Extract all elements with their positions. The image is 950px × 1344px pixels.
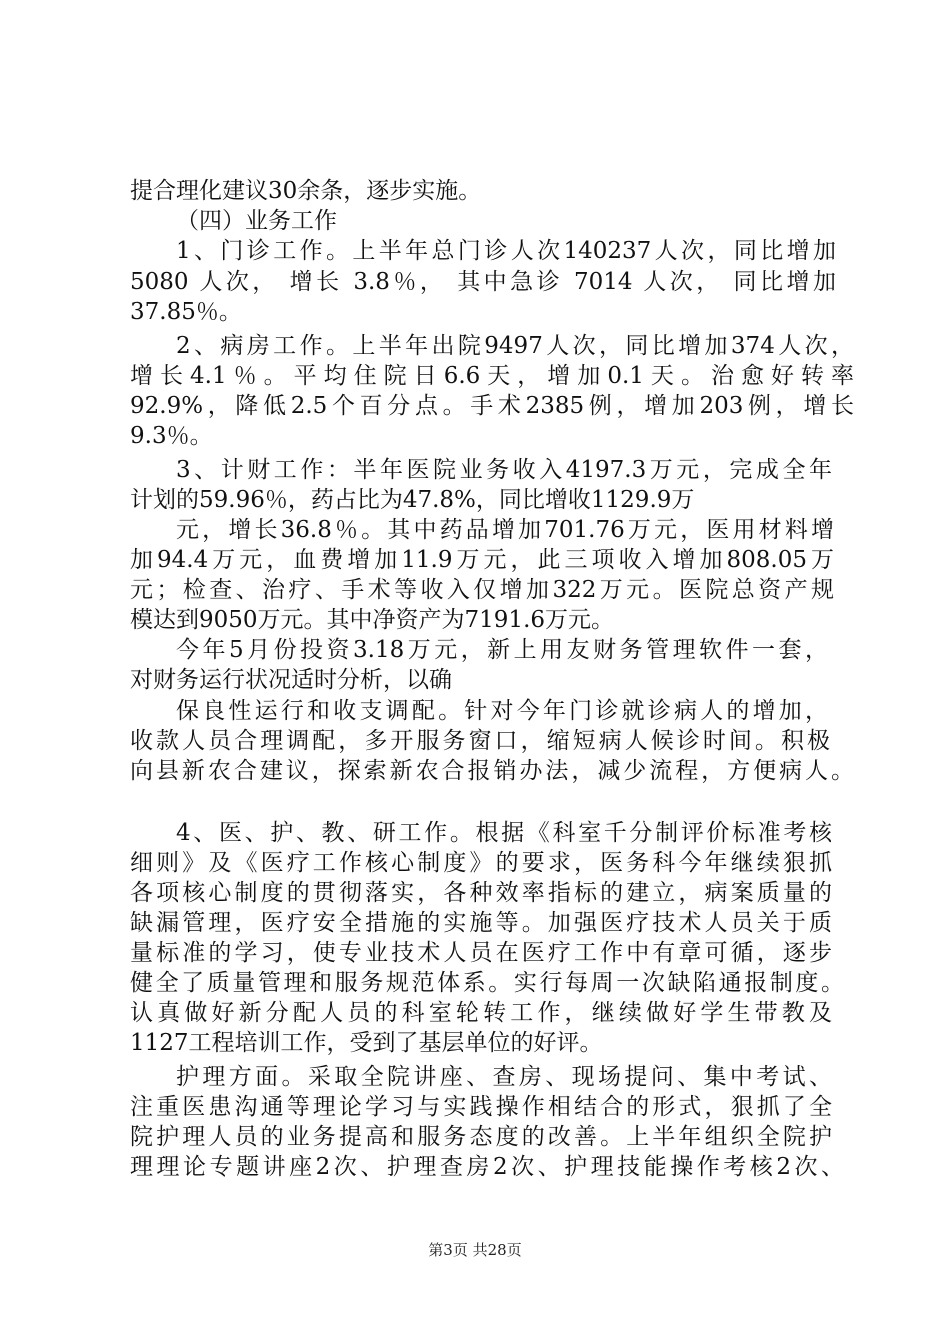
text-line: 元，增长36.8％。其中药品增加701.76万元，医用材料增	[176, 517, 834, 543]
text-line: 加94.4万元，血费增加11.9万元，此三项收入增加808.05万	[130, 547, 834, 573]
text-line: 4、医、护、教、研工作。根据《科室千分制评价标准考核	[176, 820, 832, 846]
text-line: 注重医患沟通等理论学习与实践操作相结合的形式，狠抓了全	[130, 1094, 832, 1120]
text-line: 计划的59.96％，药占比为47.8%，同比增收1129.9万	[130, 487, 695, 513]
text-line: 增长4.1％。平均住院日6.6天，增加0.1天。治愈好转率	[130, 363, 854, 389]
text-line: 元；检查、治疗、手术等收入仅增加322万元。医院总资产规	[130, 577, 834, 603]
section-heading: （四）业务工作	[176, 208, 337, 234]
text-line: 护理方面。采取全院讲座、查房、现场提问、集中考试、	[176, 1064, 832, 1090]
text-line: 收款人员合理调配，多开服务窗口，缩短病人候诊时间。积极	[130, 728, 830, 754]
text-line: 健全了质量管理和服务规范体系。实行每周一次缺陷通报制度。	[130, 970, 844, 996]
text-line: 理理论专题讲座2次、护理查房2次、护理技能操作考核2次、	[130, 1154, 844, 1180]
text-line: 认真做好新分配人员的科室轮转工作，继续做好学生带教及	[130, 1000, 832, 1026]
text-line: 9.3％。	[130, 423, 213, 449]
page-footer: 第3页 共28页	[428, 1241, 522, 1259]
text-line: 92.9%，降低2.5个百分点。手术2385例，增加203例，增长	[130, 393, 854, 419]
text-line: 院护理人员的业务提高和服务态度的改善。上半年组织全院护	[130, 1124, 832, 1150]
text-line: 各项核心制度的贯彻落实，各种效率指标的建立，病案质量的	[130, 880, 832, 906]
text-line: 向县新农合建议，探索新农合报销办法，减少流程，方便病人。	[130, 758, 854, 784]
text-line: 提合理化建议30余条，逐步实施。	[130, 178, 482, 204]
text-line: 模达到9050万元。其中净资产为7191.6万元。	[130, 607, 615, 633]
text-line: 1127工程培训工作，受到了基层单位的好评。	[130, 1030, 603, 1056]
text-line: 1、门诊工作。上半年总门诊人次140237人次，同比增加	[176, 238, 836, 264]
text-line: 2、病房工作。上半年出院9497人次，同比增加374人次，	[176, 333, 854, 359]
text-line: 保良性运行和收支调配。针对今年门诊就诊病人的增加，	[176, 698, 828, 724]
text-line: 量标准的学习，使专业技术人员在医疗工作中有章可循，逐步	[130, 940, 832, 966]
text-line: 37.85％。	[130, 299, 242, 325]
text-line: 3、计财工作：半年医院业务收入4197.3万元，完成全年	[176, 457, 832, 483]
text-line: 5080 人次， 增长 3.8％， 其中急诊 7014 人次， 同比增加	[130, 269, 836, 295]
text-line: 今年5月份投资3.18万元，新上用友财务管理软件一套，	[176, 637, 828, 663]
text-line: 细则》及《医疗工作核心制度》的要求，医务科今年继续狠抓	[130, 850, 832, 876]
text-line: 对财务运行状况适时分析，以确	[130, 667, 452, 693]
text-line: 缺漏管理，医疗安全措施的实施等。加强医疗技术人员关于质	[130, 910, 832, 936]
